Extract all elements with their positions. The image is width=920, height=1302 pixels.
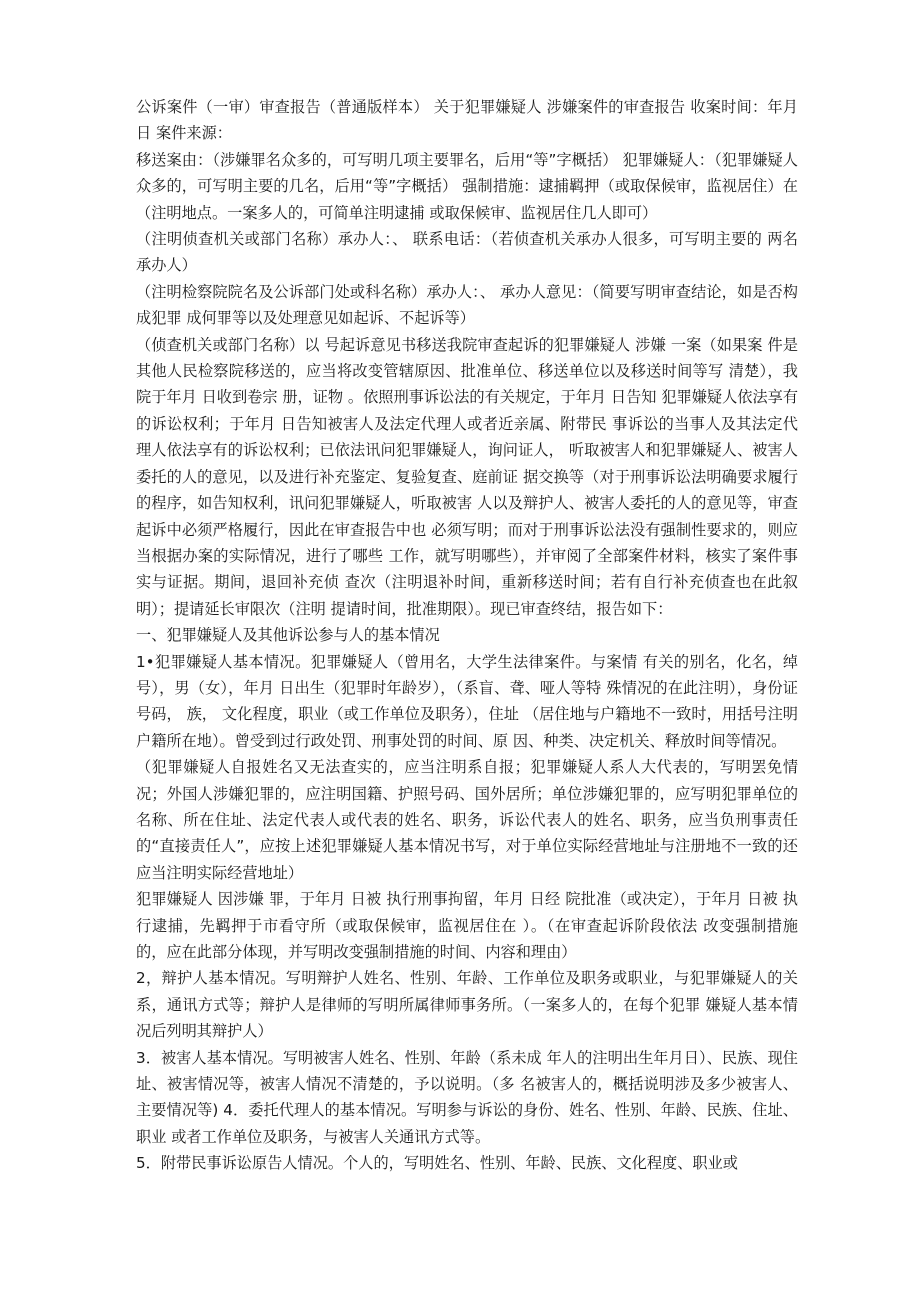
section-heading-1: 一、犯罪嫌疑人及其他诉讼参与人的基本情况 [136,626,440,645]
investigation-agency-paragraph: （注明侦查机关或部门名称）承办人：、 联系电话：（若侦查机关承办人很多，可写明主要的 两名承办人） [136,230,798,275]
defender-info-paragraph: 2，辩护人基本情况。写明辩护人姓名、性别、年龄、工作单位及职务或职业，与犯罪嫌疑人的关系，通讯方式等；辩护人是律师的写明所属律师事务所。（一案多人的，在每个犯罪 嫌疑人基本情况后列明其辩护人） [136,969,798,1041]
suspect-info-paragraph: 1•犯罪嫌疑人基本情况。犯罪嫌疑人（曾用名，大学生法律案件。与案情 有关的别名，化名，绰号），男（女），年月 日出生（犯罪时年龄岁），（系盲、聋、哑人等特 殊情况的在此注明），身份证号码， 族， 文化程度，职业（或工作单位及职务），住址 （居住地与户籍地不一致时，用括号注明户籍所在地）。曾受到过行政处罚、刑事处罚的时间、原 因、种类、决定机关、释放时间等情况。 [136,652,798,750]
procuratorate-opinion-paragraph: （注明检察院院名及公诉部门处或科名称）承办人：、 承办人意见：（简要写明审查结论，如是否构成犯罪 成何罪等以及处理意见如起诉、不起诉等） [136,282,798,328]
suspect-notes-paragraph: （犯罪嫌疑人自报姓名又无法查实的，应当注明系自报；犯罪嫌疑人系人大代表的，写明罢免情况；外国人涉嫌犯罪的，应注明国籍、护照号码、国外居所；单位涉嫌犯罪的，应写明犯罪单位的名称、所在住址、法定代表人或代表的姓名、职务，诉讼代表人的姓名、职务，应当负刑事责任的“直接责任人”，应按上述犯罪嫌疑人基本情况书写，对于单位实际经营地址与注册地不一致的还应当注明实际经营地址） [136,758,798,882]
victim-info-paragraph: 3．被害人基本情况。写明被害人姓名、性别、年龄（系未成 年人的注明出生年月日）、民族、现住址、被害情况等，被害人情况不清楚的，予以说明。（多 名被害人的，概括说明涉及多少被害人、主要情况等) 4．委托代理人的基本情况。写明参与诉讼的身份、姓名、性别、年龄、民族、住址、职业 或者工作单位及职务，与被害人关通讯方式等。 [136,1048,798,1146]
document-page [136,94,798,1177]
case-procedure-paragraph: （侦查机关或部门名称）以 号起诉意见书移送我院审查起诉的犯罪嫌疑人 涉嫌 一案（如果案 件是其他人民检察院移送的，应当将改变管辖原因、批准单位、移送单位以及移送时间等写 清楚），我院于年月 日收到卷宗 册，证物 。依照刑事诉讼法的有关规定，于年月 日告知 犯罪嫌疑人依法享有的诉讼权利；于年月 日告知被害人及法定代理人或者近亲属、附带民 事诉讼的当事人及其法定代理人依法享有的诉讼权利；已依法讯问犯罪嫌疑人，询问证人， 听取被害人和犯罪嫌疑人、被害人委托的人的意见，以及进行补充鉴定、复验复查、庭前证 据交换等（对于刑事诉讼法明确要求履行的程序，如告知权利，讯问犯罪嫌疑人，听取被害 人以及辩护人、被害人委托的人的意见等，审查起诉中必须严格履行，因此在审查报告中也 必须写明；而对于刑事诉讼法没有强制性要求的，则应当根据办案的实际情况，进行了哪些 工作，就写明哪些），并审阅了全部案件材料，核实了案件事实与证据。期间，退回补充侦 查次（注明退补时间，重新移送时间；若有自行补充侦查也在此叙明）；提请延长审限次（注明 提请时间，批准期限）。现已审查终结，报告如下： [136,335,799,618]
civil-plaintiff-paragraph: 5．附带民事诉讼原告人情况。个人的，写明姓名、性别、年龄、民族、文化程度、职业或 [136,1154,738,1173]
document-header-paragraph: 公诉案件（一审）审查报告（普通版样本） 关于犯罪嫌疑人 涉嫌案件的审查报告 收案时间：年月日 案件来源： [136,98,798,143]
case-cause-paragraph: 移送案由：（涉嫌罪名众多的，可写明几项主要罪名，后用“等”字概括） 犯罪嫌疑人：（犯罪嫌疑人众多的，可写明主要的几名，后用“等”字概括） 强制措施：逮捕羁押（或取保候审，监视居住）在 （注明地点。一案多人的，可简单注明逮捕 或取保候审、监视居住几人即可） [136,150,798,222]
coercive-measures-paragraph: 犯罪嫌疑人 因涉嫌 罪，于年月 日被 执行刑事拘留，年月 日经 院批准（或决定），于年月 日被 执行逮捕，先羁押于市看守所（或取保候审，监视居住在 ）。（在审查起诉阶段依法 改变强制措施的，应在此部分体现，并写明改变强制措施的时间、内容和理由） [136,890,798,961]
